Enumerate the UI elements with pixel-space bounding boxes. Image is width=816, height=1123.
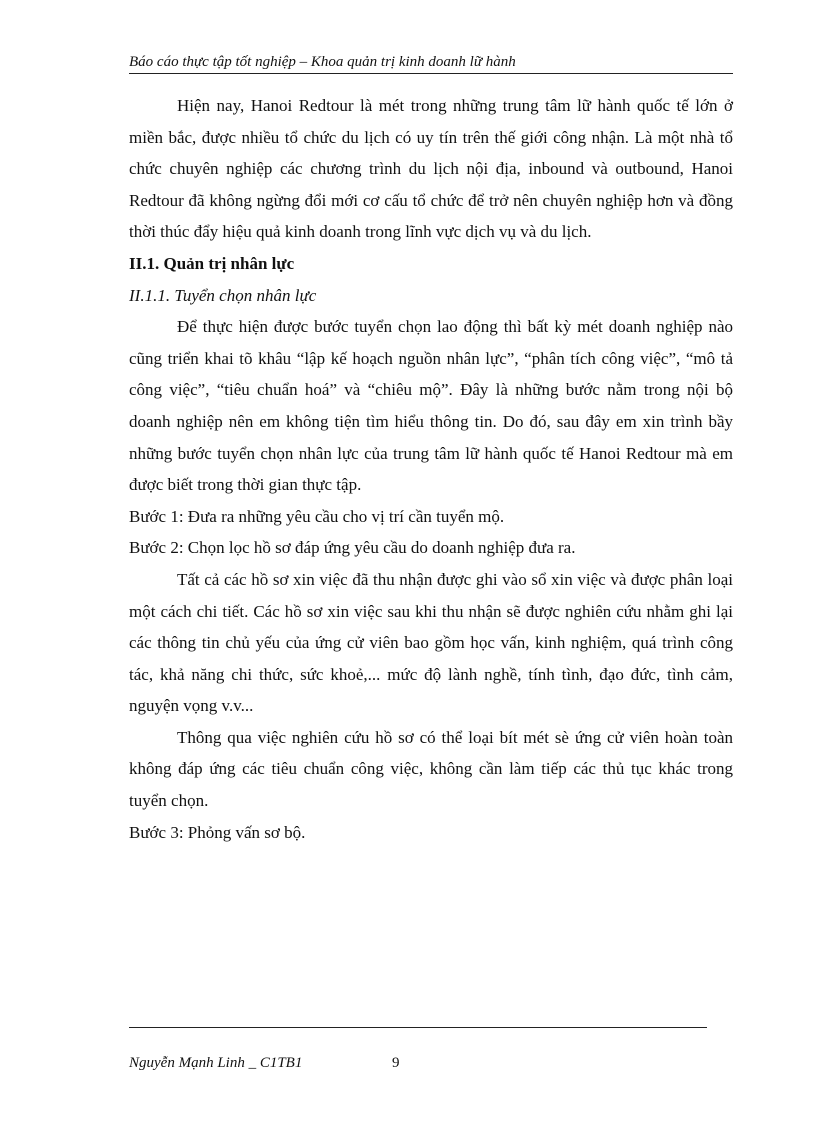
dossier-paragraph: Tất cả các hồ sơ xin việc đã thu nhận được ghi vào sổ xin việc và được phân loại một cách chi tiết. Các hồ sơ xin việc sau khi thu nhận sẽ được nghiên cứu nhằm ghi lại các thông tin chủ yếu của ứng cử viên bao gồm học vấn, kinh nghiệm, quá trình công tác, khả năng chi thức, sức khoẻ,... mức độ lành nghề, tính tình, đạo đức, tình cảm, nguyện vọng v.v... xyxy=(129,569,733,716)
step-2: Bước 2: Chọn lọc hồ sơ đáp ứng yêu cầu do doanh nghiệp đưa ra. xyxy=(129,538,576,558)
section-heading: II.1. Quản trị nhân lực xyxy=(129,253,295,273)
screening-paragraph: Thông qua việc nghiên cứu hồ sơ có thể loại bít mét sè ứng cử viên hoàn toàn không đáp ứng các tiêu chuẩn công việc, không cần làm tiếp các thủ tục khác trong tuyển chọn. xyxy=(129,727,733,811)
running-header: Báo cáo thực tập tốt nghiệp – Khoa quản trị kinh doanh lữ hành xyxy=(129,52,733,74)
page-number: 9 xyxy=(392,1055,400,1071)
intro-paragraph: Hiện nay, Hanoi Redtour là mét trong những trung tâm lữ hành quốc tế lớn ở miền bắc, được nhiều tổ chức du lịch có uy tín trên thế giới công nhận. Là một nhà tổ chức chuyên nghiệp các chương trình du lịch nội địa, inbound và outbound, Hanoi Redtour đã không ngừng đổi mới cơ cấu tổ chức để trở nên chuyên nghiệp hơn và đồng thời thúc đẩy hiệu quả kinh doanh trong lĩnh vực dịch vụ và du lịch. xyxy=(129,96,733,242)
step-1: Bước 1: Đưa ra những yêu cầu cho vị trí cần tuyển mộ. xyxy=(129,506,505,526)
recruitment-paragraph: Để thực hiện được bước tuyển chọn lao động thì bất kỳ mét doanh nghiệp nào cũng triển khai tõ khâu “lập kế hoạch nguồn nhân lực”, “phân tích công việc”, “mô tả công việc”, “tiêu chuẩn hoá” và “chiêu mộ”. Đây là những bước nằm trong nội bộ doanh nghiệp nên em không tiện tìm hiểu thông tin. Do đó, sau đây em xin trình bầy những bước tuyển chọn nhân lực của trung tâm lữ hành quốc tế Hanoi Redtour mà em được biết trong thời gian thực tập. xyxy=(129,317,733,495)
footer-divider xyxy=(129,1027,707,1028)
subsection-heading: II.1.1. Tuyển chọn nhân lực xyxy=(129,285,317,305)
step-3: Bước 3: Phỏng vấn sơ bộ. xyxy=(129,822,306,842)
footer-author: Nguyễn Mạnh Linh _ C1TB1 xyxy=(129,1055,303,1071)
page-body xyxy=(129,90,733,848)
